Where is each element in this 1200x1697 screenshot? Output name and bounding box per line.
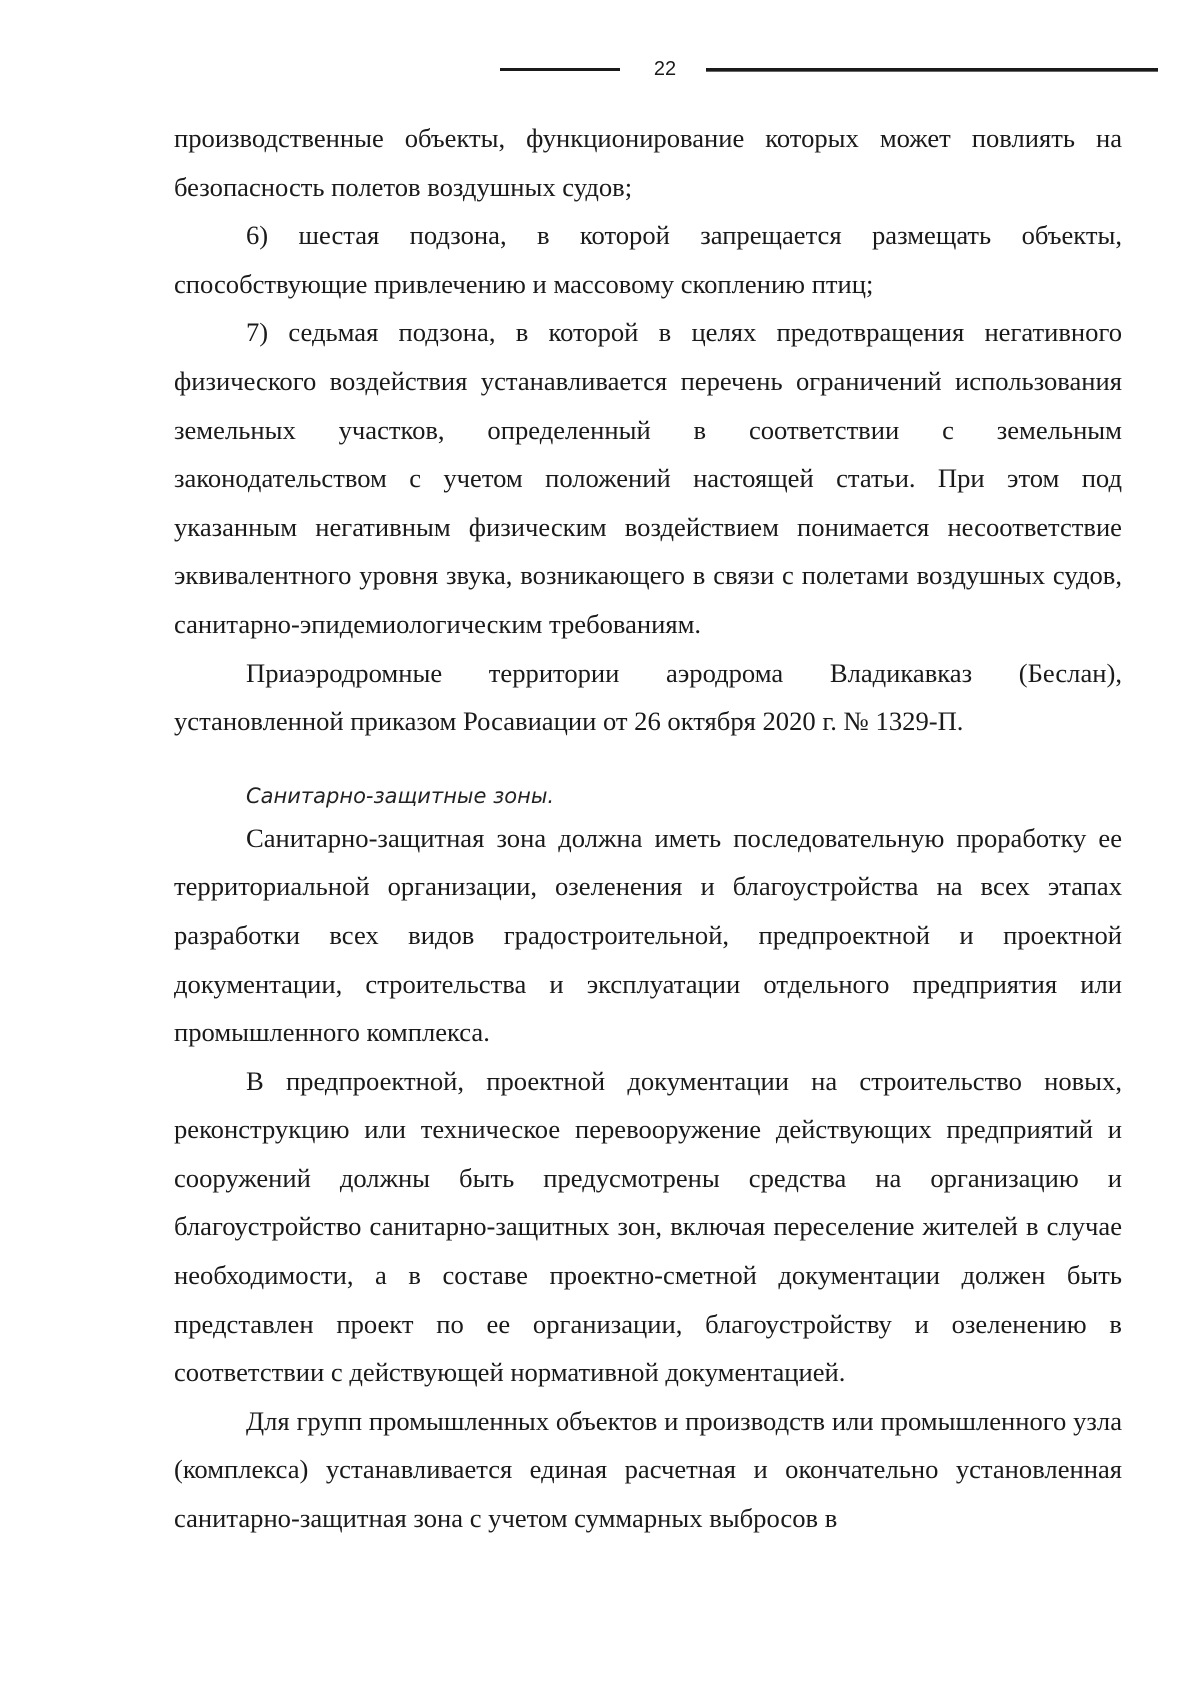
page-header (0, 52, 1200, 92)
paragraph-sanitary-zone-funding: В предпроектной, проектной документации на строительство новых, реконструкцию или техническое перевооружение действующих предприятий и сооружений должны быть предусмотрены средства на организацию и благоустройство санитарно-защитных зон, включая переселение жителей в случае необходимости, а в составе проектно-сметной документации должен быть представлен проект по ее организации, благоустройству и озеленению в соответствии с действующей нормативной документацией. (174, 1065, 1122, 1388)
paragraph-subzone-6: 6) шестая подзона, в которой запрещается размещать объекты, способствующие привлечению и массовому скоплению птиц; (174, 220, 1122, 299)
paragraph-aerodrome-territories: Приаэродромные территории аэродрома Владикавказ (Беслан), установленной приказом Росавиации от 26 октября 2020 г. № 1329-П. (174, 657, 1122, 737)
page-number: 22 (653, 58, 677, 80)
document-body (174, 114, 1122, 1543)
paragraph-continuation: производственные объекты, функционирование которых может повлиять на безопасность полетов воздушных судов; (174, 123, 1122, 202)
header-rule-right (706, 68, 1158, 71)
paragraph-sanitary-zone-design: Санитарно-защитная зона должна иметь последовательную проработку ее территориальной организации, озеленения и благоустройства на всех этапах разработки всех видов градостроительной, предпроектной и проектной документации, строительства и эксплуатации отдельного предприятия или промышленного комплекса. (174, 822, 1122, 1048)
section-heading: Санитарно-защитные зоны. (246, 783, 555, 808)
paragraph-subzone-7: 7) седьмая подзона, в которой в целях предотвращения негативного физического воздействия устанавливается перечень ограничений использования земельных участков, определенный в соответствии с земельным законодательством с учетом положений настоящей статьи. При этом под указанным негативным физическим воздействием понимается несоответствие эквивалентного уровня звука, возникающего в связи с полетами воздушных судов, санитарно-эпидемиологическим требованиям. (174, 317, 1122, 639)
paragraph-industrial-groups: Для групп промышленных объектов и производств или промышленного узла (комплекса) устанавливается единая расчетная и окончательно установленная санитарно-защитная зона с учетом суммарных выбросов в (174, 1405, 1122, 1534)
header-rule-left (500, 68, 620, 71)
